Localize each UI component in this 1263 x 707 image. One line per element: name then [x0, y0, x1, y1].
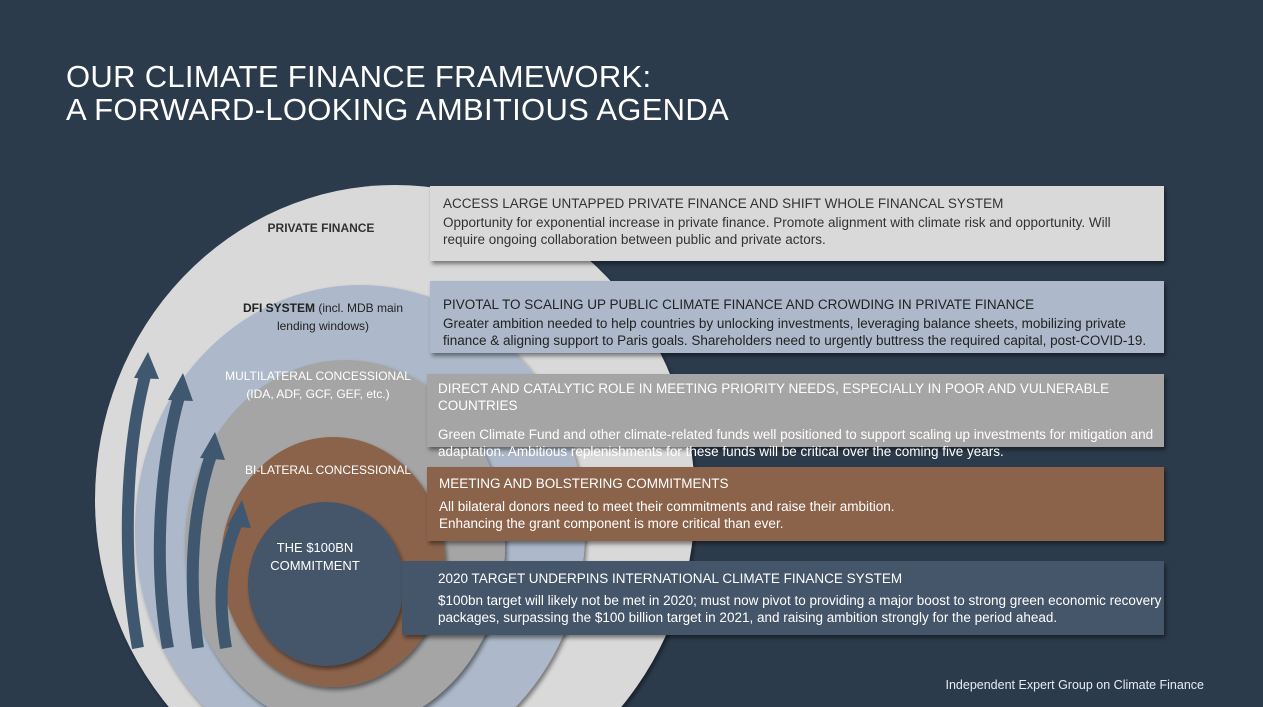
label-bilateral-text: BI-LATERAL CONCESSIONAL — [244, 463, 412, 477]
dfi-system-heading: PIVOTAL TO SCALING UP PUBLIC CLIMATE FINANCE AND CROWDING IN PRIVATE FINANCE — [443, 297, 1035, 312]
label-private-finance — [240, 219, 402, 237]
commitment-heading: 2020 TARGET UNDERPINS INTERNATIONAL CLIMATE FINANCE SYSTEM — [438, 571, 903, 586]
label-dfi-system-bold: DFI SYSTEM — [242, 301, 315, 315]
private-finance-body: Opportunity for exponential increase in private finance. Promote alignment with climate risk and opportunity. Will require ongoing collaboration between public and private actors. — [443, 215, 1111, 247]
label-100bn-text: THE $100BN COMMITMENT — [270, 540, 360, 573]
band-text-dfi-system — [443, 296, 1157, 349]
label-dfi-system — [232, 299, 414, 335]
footer-source: Independent Expert Group on Climate Finance — [945, 678, 1204, 692]
label-dfi-system-rest: (incl. MDB main lending windows) — [276, 301, 404, 333]
band-text-bilateral-concessional — [439, 475, 959, 532]
multilateral-heading: DIRECT AND CATALYTIC ROLE IN MEETING PRIORITY NEEDS, ESPECIALLY IN POOR AND VULNERABLE COUNTRIES — [438, 381, 1110, 413]
label-bilateral-concessional — [236, 461, 420, 479]
band-text-multilateral-concessional — [438, 380, 1158, 460]
commitment-body: $100bn target will likely not be met in 2020; must now pivot to providing a major boost to strong green economic recovery packages, surpassing the $100 billion target in 2021, and raising ambition strongly for the period ahead. — [438, 593, 1162, 625]
band-text-100bn-commitment — [438, 570, 1180, 626]
slide-title-line-2: A FORWARD-LOOKING AMBITIOUS AGENDA — [66, 92, 730, 127]
label-100bn-commitment — [266, 539, 364, 575]
arc-100bn-commitment — [248, 502, 404, 666]
private-finance-heading: ACCESS LARGE UNTAPPED PRIVATE FINANCE AND SHIFT WHOLE FINANCAL SYSTEM — [443, 196, 1004, 211]
slide-title-line-1: OUR CLIMATE FINANCE FRAMEWORK: — [66, 59, 652, 94]
label-multilateral-concessional — [222, 367, 414, 403]
label-private-finance-text: PRIVATE FINANCE — [267, 221, 375, 235]
bilateral-body: All bilateral donors need to meet their commitments and raise their ambition. Enhancing the grant component is more critical than ever. — [439, 499, 895, 531]
band-text-private-finance — [443, 195, 1149, 248]
bilateral-heading: MEETING AND BOLSTERING COMMITMENTS — [439, 476, 729, 491]
multilateral-body: Green Climate Fund and other climate-related funds well positioned to support scaling up investments for mitigation and adaptation. Ambitious replenishments for these funds will be critical over the coming five years. — [438, 427, 1154, 459]
dfi-system-body: Greater ambition needed to help countries by unlocking investments, leveraging balance sheets, mobilizing private finance & aligning support to Paris goals. Shareholders need to urgently buttress the required capital, post-COVID-19. — [443, 316, 1147, 348]
label-multilateral-text: MULTILATERAL CONCESSIONAL (IDA, ADF, GCF, GEF, etc.) — [225, 369, 411, 401]
